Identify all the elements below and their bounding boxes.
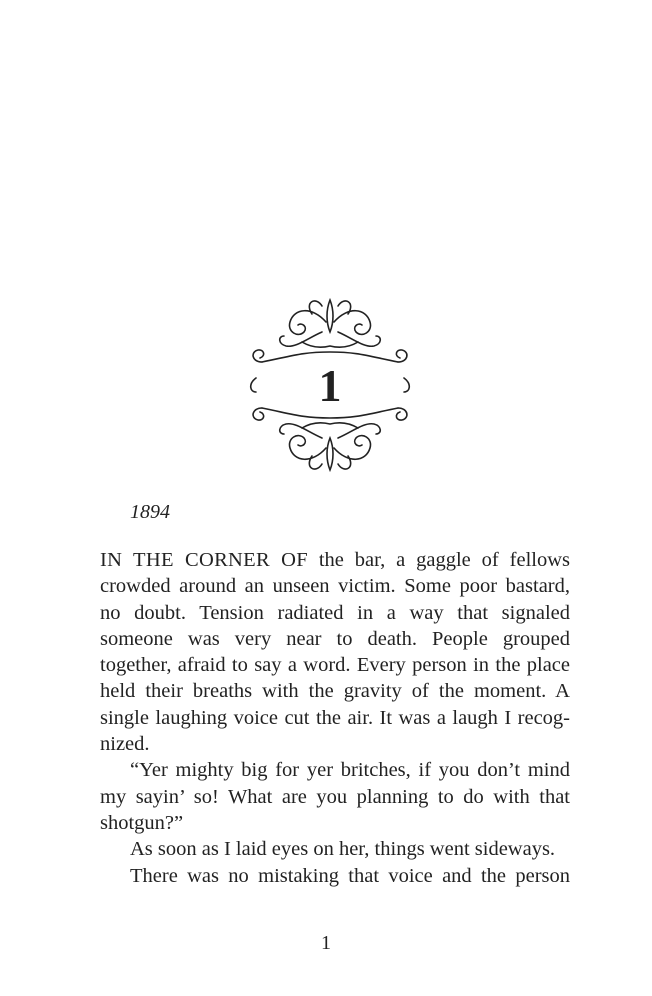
text-line: single laughing voice cut the air. It was a laugh I recog- — [100, 706, 570, 729]
text-line: crowded around an unseen victim. Some poor bastard, — [100, 575, 570, 598]
text-line: As soon as I laid eyes on her, things went sideways. — [130, 838, 556, 861]
paragraph-4 — [100, 863, 570, 889]
text-line: held their breaths with the gravity of the moment. A — [100, 680, 570, 703]
chapter-year: 1894 — [130, 501, 170, 523]
text-line: together, afraid to say a word. Every person in the place — [100, 654, 570, 677]
text-line: the bar, a gaggle of fellows — [307, 549, 570, 571]
paragraph-2 — [100, 757, 570, 836]
chapter-body — [100, 547, 570, 889]
text-line: someone was very near to death. People grouped — [100, 627, 570, 650]
paragraph-3 — [100, 836, 570, 862]
chapter-number: 1 — [318, 360, 342, 411]
text-line: nized. — [100, 733, 150, 756]
paragraph-1 — [100, 547, 570, 757]
text-line: There was no mistaking that voice and the person — [130, 864, 570, 887]
text-line: my sayin’ so! What are you planning to do with that — [100, 785, 570, 808]
text-line: no doubt. Tension radiated in a way that signaled — [100, 601, 570, 624]
text-line: “Yer mighty big for yer britches, if you don’t mind — [130, 759, 570, 782]
lead-in-smallcaps: IN THE CORNER OF — [100, 549, 308, 571]
text-line: shotgun?” — [100, 811, 184, 834]
page-number: 1 — [321, 932, 331, 954]
